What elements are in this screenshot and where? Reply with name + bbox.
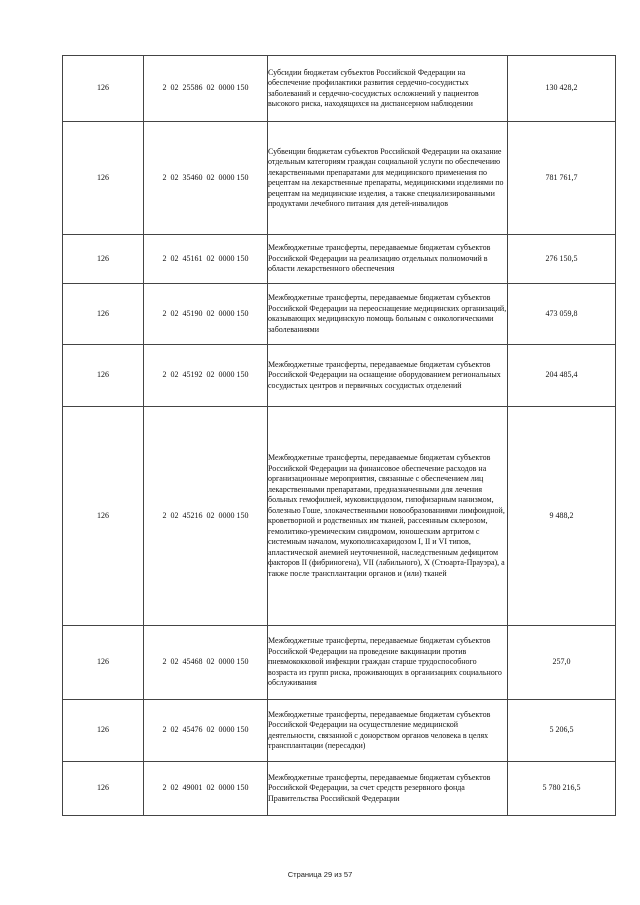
- admin-code-cell: 126: [63, 56, 144, 122]
- description-cell: Межбюджетные трансферты, передаваемые бюджетам субъектов Российской Федерации на финансовое обеспечение расходов на организационные мероприятия, связанные с обеспечением лиц лекарственными препаратами, предназначенными для лечения больных гемофилией, муковисцидозом, гипофизарным нанизмом, болезнью Гоше, злокачественными новообразованиями лимфоидной, кроветворной и родственных им тканей, рассеянным склерозом, гемолитико-уремическим синдромом, юношеским артритом с системным началом, мукополисахаридозом I, II и VI типов, апластической анемией неуточненной, наследственным дефицитом факторов II (фибриногена), VII (лабильного), X (Стюарта-Прауэра), а также после трансплантации органов и (или) тканей: [268, 407, 508, 626]
- admin-code-cell: 126: [63, 345, 144, 407]
- description-cell: Межбюджетные трансферты, передаваемые бюджетам субъектов Российской Федерации на проведение вакцинации против пневмококковой инфекции граждан старше трудоспособного возраста из групп риска, проживающих в организациях социального обслуживания: [268, 626, 508, 700]
- budget-code-cell: 2 02 45190 02 0000 150: [144, 284, 268, 345]
- admin-code-cell: 126: [63, 122, 144, 235]
- amount-cell: 473 059,8: [508, 284, 616, 345]
- table-row: [63, 122, 616, 235]
- table-row: [63, 235, 616, 284]
- description-cell: Межбюджетные трансферты, передаваемые бюджетам субъектов Российской Федерации на реализацию отдельных полномочий в области лекарственного обеспечения: [268, 235, 508, 284]
- budget-code-cell: 2 02 49001 02 0000 150: [144, 762, 268, 816]
- budget-table: [62, 55, 616, 816]
- budget-code-cell: 2 02 45161 02 0000 150: [144, 235, 268, 284]
- table-row: [63, 345, 616, 407]
- budget-code-cell: 2 02 25586 02 0000 150: [144, 56, 268, 122]
- amount-cell: 5 206,5: [508, 700, 616, 762]
- description-cell: Субсидии бюджетам субъектов Российской Федерации на обеспечение профилактики развития сердечно-сосудистых заболеваний и сердечно-сосудистых осложнений у пациентов высокого риска, находящихся на диспансерном наблюдении: [268, 56, 508, 122]
- budget-code-cell: 2 02 45192 02 0000 150: [144, 345, 268, 407]
- amount-cell: 204 485,4: [508, 345, 616, 407]
- admin-code-cell: 126: [63, 626, 144, 700]
- admin-code-cell: 126: [63, 235, 144, 284]
- budget-code-cell: 2 02 45216 02 0000 150: [144, 407, 268, 626]
- table-row: [63, 407, 616, 626]
- admin-code-cell: 126: [63, 407, 144, 626]
- table-row: [63, 762, 616, 816]
- page-number: Страница 29 из 57: [287, 870, 353, 879]
- table-row: [63, 56, 616, 122]
- table-row: [63, 700, 616, 762]
- budget-code-cell: 2 02 45476 02 0000 150: [144, 700, 268, 762]
- description-cell: Межбюджетные трансферты, передаваемые бюджетам субъектов Российской Федерации на переоснащение медицинских организаций, оказывающих медицинскую помощь больным с онкологическими заболеваниями: [268, 284, 508, 345]
- description-cell: Межбюджетные трансферты, передаваемые бюджетам субъектов Российской Федерации на осуществление медицинской деятельности, связанной с донорством органов человека в целях трансплантации (пересадки): [268, 700, 508, 762]
- admin-code-cell: 126: [63, 762, 144, 816]
- admin-code-cell: 126: [63, 700, 144, 762]
- amount-cell: 781 761,7: [508, 122, 616, 235]
- description-cell: Межбюджетные трансферты, передаваемые бюджетам субъектов Российской Федерации на оснащение оборудованием региональных сосудистых центров и первичных сосудистых отделений: [268, 345, 508, 407]
- amount-cell: 9 488,2: [508, 407, 616, 626]
- amount-cell: 257,0: [508, 626, 616, 700]
- budget-code-cell: 2 02 45468 02 0000 150: [144, 626, 268, 700]
- table-row: [63, 284, 616, 345]
- amount-cell: 5 780 216,5: [508, 762, 616, 816]
- description-cell: Субвенции бюджетам субъектов Российской Федерации на оказание отдельным категориям граждан социальной услуги по обеспечению лекарственными препаратами для медицинского применения по рецептам на лекарственные препараты, медицинскими изделиями по рецептам на медицинские изделия, а также специализированными продуктами лечебного питания для детей-инвалидов: [268, 122, 508, 235]
- budget-code-cell: 2 02 35460 02 0000 150: [144, 122, 268, 235]
- admin-code-cell: 126: [63, 284, 144, 345]
- amount-cell: 276 150,5: [508, 235, 616, 284]
- amount-cell: 130 428,2: [508, 56, 616, 122]
- description-cell: Межбюджетные трансферты, передаваемые бюджетам субъектов Российской Федерации, за счет средств резервного фонда Правительства Российской Федерации: [268, 762, 508, 816]
- table-row: [63, 626, 616, 700]
